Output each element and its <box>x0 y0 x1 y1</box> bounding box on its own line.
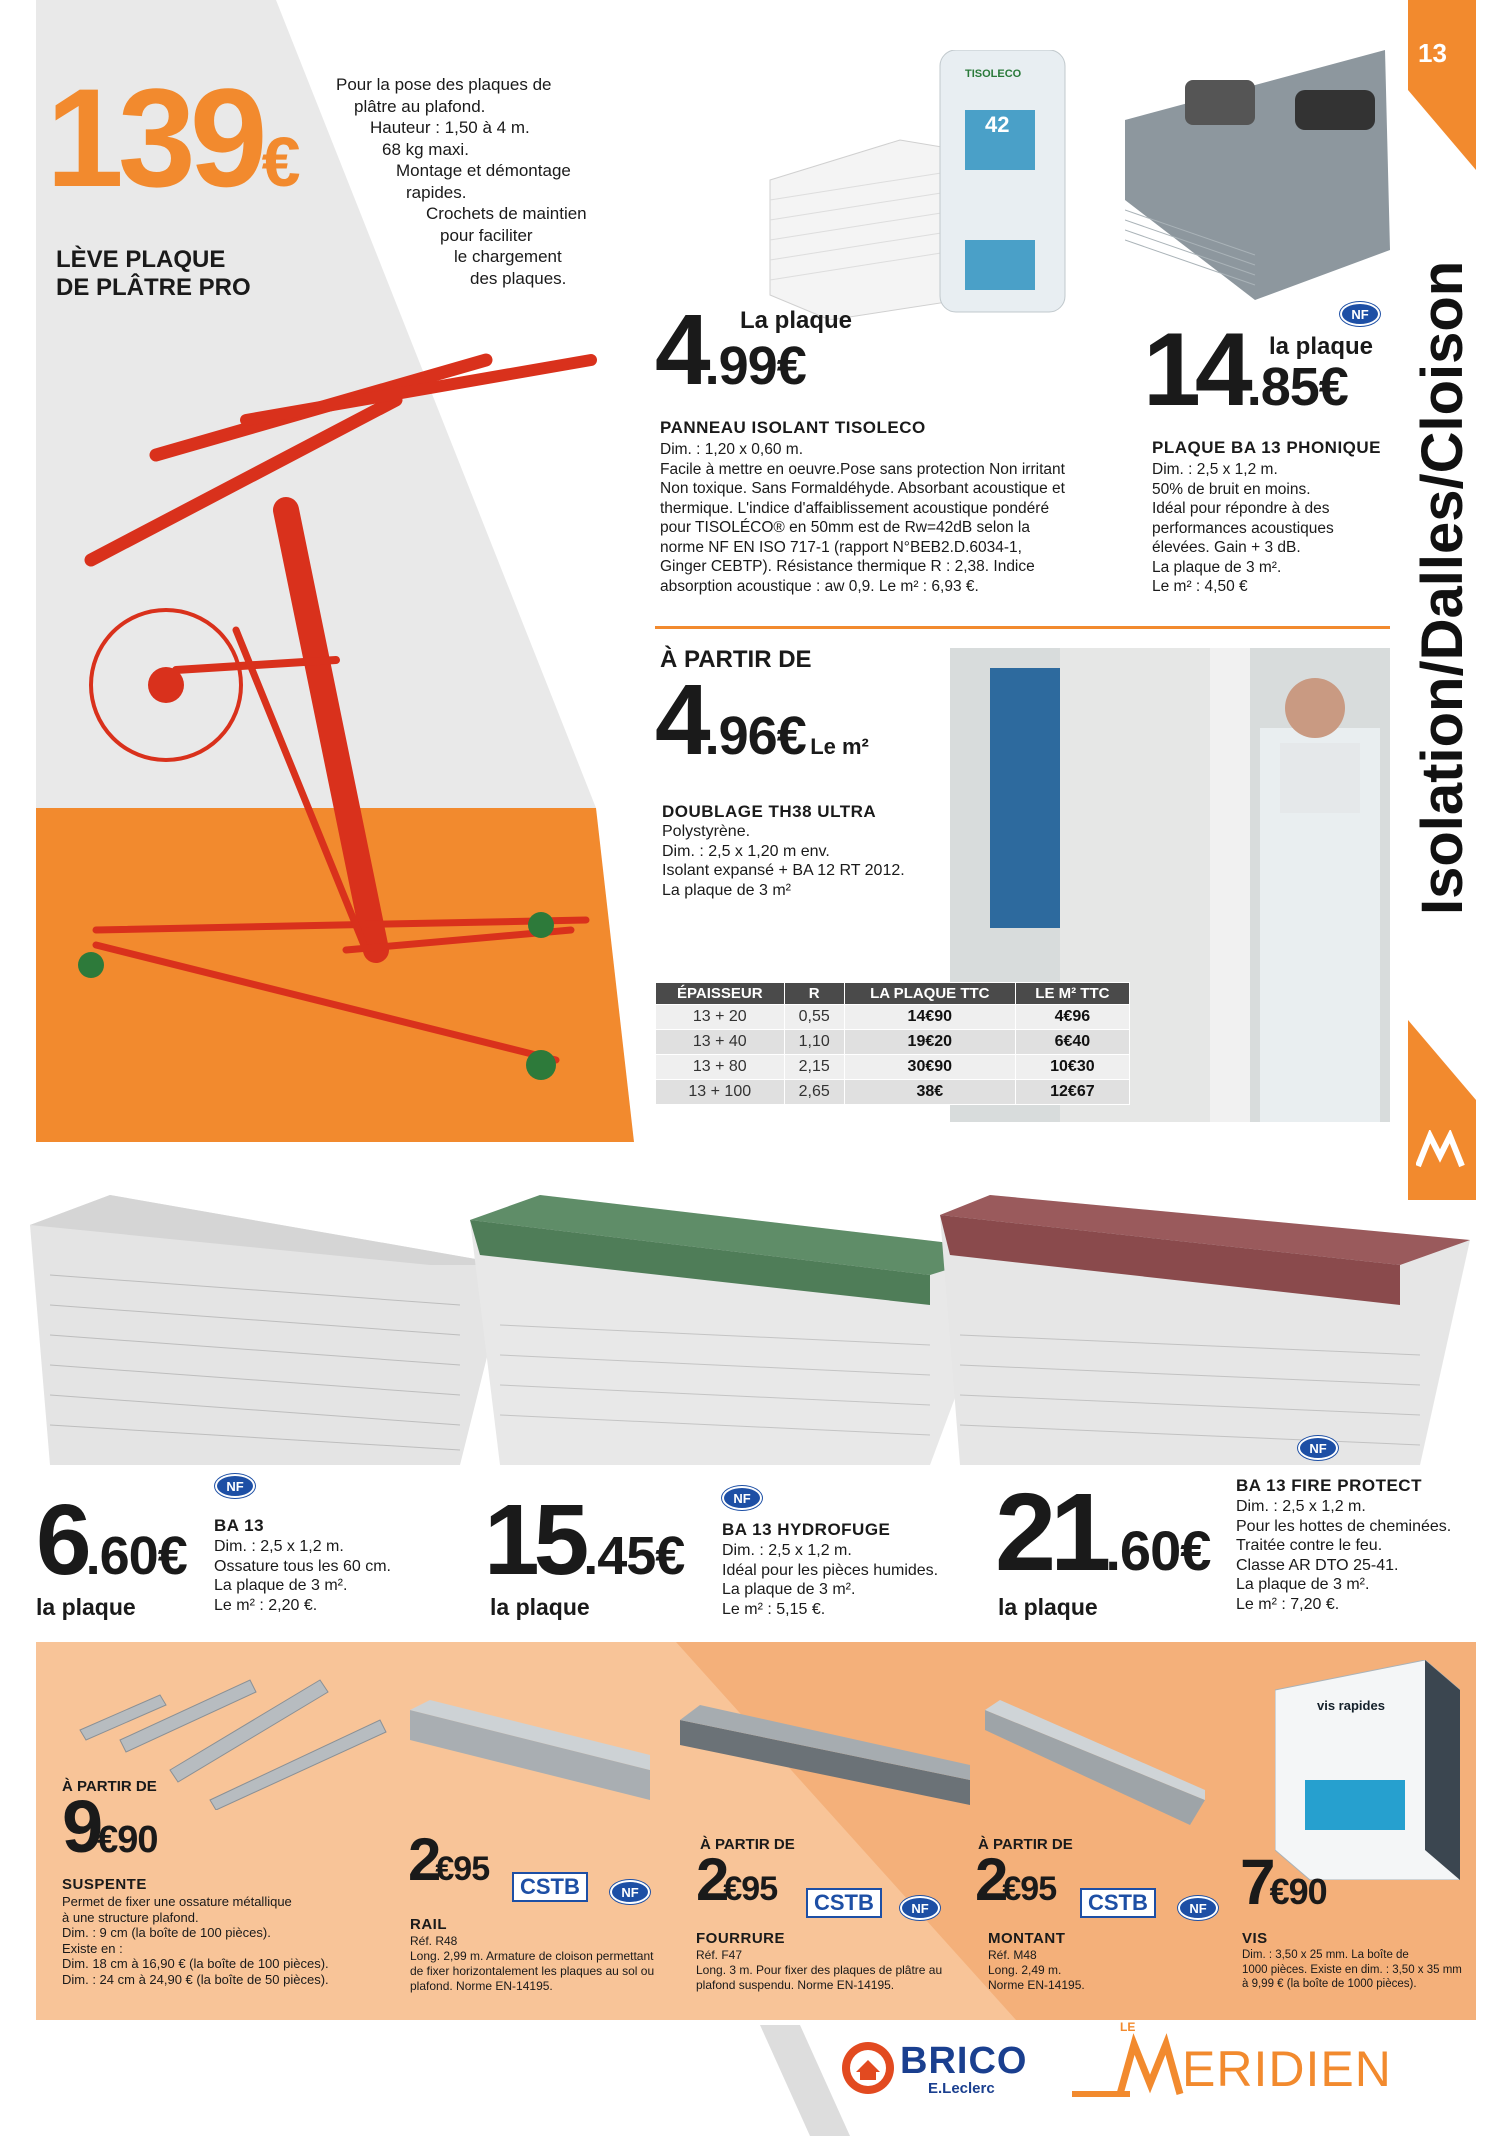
table-row <box>656 1005 1130 1030</box>
montant-name: MONTANT <box>988 1930 1066 1947</box>
suspente-price: 9€90 <box>62 1785 158 1868</box>
page-number: 13 <box>1418 38 1447 68</box>
montant-description: Réf. M48 Long. 2,49 m. Norme EN-14195. <box>988 1948 1085 1992</box>
vis-description: Dim. : 3,50 x 25 mm. La boîte de 1000 pièces. Existe en dim. : 3,50 x 35 mm à 9,99 € (la boîte de 1000 pièces). <box>1242 1949 1462 1990</box>
meridien-le-text: LE <box>1120 2020 1136 2034</box>
table-header: R <box>784 983 844 1005</box>
table-cell: 13 + 80 <box>656 1055 785 1080</box>
table-header: LA PLAQUE TTC <box>844 983 1015 1005</box>
phonique-image <box>1125 50 1390 300</box>
table-cell: 1,10 <box>784 1030 844 1055</box>
tisoleco-per: La plaque <box>740 307 853 334</box>
table-row <box>656 1030 1130 1055</box>
rail-cstb-badge: CSTB <box>512 1872 588 1902</box>
ba13-price: 6.60€ <box>36 1484 187 1596</box>
suspente-from: À PARTIR DE <box>62 1778 157 1795</box>
doublage-price: 4.96€ Le m² <box>655 664 869 776</box>
orange-divider <box>655 626 1390 629</box>
fourrure-price: 2€95 <box>696 1846 778 1913</box>
fire-description: Dim. : 2,5 x 1,2 m. Pour les hottes de cheminées. Traitée contre le feu. Classe AR DTO 25-41. La plaque de 3 m². Le m² : 7,20 €. <box>1236 1498 1452 1613</box>
doublage-name: DOUBLAGE TH38 ULTRA <box>662 802 877 821</box>
suspente-description: Permet de fixer une ossature métallique à une structure plafond. Dim. : 9 cm (la boîte de 100 pièces). Existe en : Dim. 18 cm à 16,90 € (la boîte de 100 pièces). Dim. : 24 cm à 24,90 € (la boîte de 50 pièces). <box>62 1894 329 1987</box>
section-title: Isolation/Dalles/Cloison <box>1410 260 1475 915</box>
table-cell: 38€ <box>844 1080 1015 1105</box>
table-header: ÉPAISSEUR <box>656 983 785 1005</box>
meridien-m-icon <box>1070 2030 1190 2110</box>
rail-image <box>410 1700 650 1820</box>
leve-plaque-description: Pour la pose des plaques de plâtre au plafond. Hauteur : 1,50 à 4 m. 68 kg maxi. Montage et démontage rapides. Crochets de maintien pour faciliter le chargement des plaques. <box>336 75 587 288</box>
tisoleco-price: La plaque 4.99€ <box>655 294 853 406</box>
fourrure-nf-badge: NF <box>900 1896 940 1920</box>
fire-per: la plaque <box>998 1594 1098 1620</box>
meridien-small-logo-icon <box>1416 1130 1466 1170</box>
fire-price: 21.60€ <box>995 1471 1211 1594</box>
table-cell: 13 + 100 <box>656 1080 785 1105</box>
doublage-table <box>655 982 1130 1105</box>
table-cell: 2,15 <box>784 1055 844 1080</box>
table-header-row <box>656 983 1130 1005</box>
meridien-logo <box>1070 2020 1410 2100</box>
doublage-description: Polystyrène. Dim. : 2,5 x 1,20 m env. Isolant expansé + BA 12 RT 2012. La plaque de 3 m² <box>662 823 905 899</box>
vis-box-label: vis rapides <box>1317 1698 1385 1713</box>
hydro-price: 15.45€ <box>484 1484 685 1596</box>
rail-name: RAIL <box>410 1916 447 1933</box>
brico-house-icon <box>840 2040 896 2096</box>
table-cell: 10€30 <box>1015 1055 1129 1080</box>
rail-description: Réf. R48 Long. 2,99 m. Armature de cloison permettant de fixer horizontalement les plaques au sol ou plafond. Norme EN-14195. <box>410 1934 655 1993</box>
montant-image <box>985 1700 1205 1830</box>
fire-nf-badge: NF <box>1298 1436 1338 1460</box>
phonique-price: la plaque 14.85€ <box>1143 312 1374 428</box>
leve-plaque-panel <box>36 0 634 1142</box>
tisoleco-pack-number: 42 <box>985 112 1010 137</box>
ba13-description: Dim. : 2,5 x 1,2 m. Ossature tous les 60 cm. La plaque de 3 m². Le m² : 2,20 €. <box>214 1538 391 1614</box>
fourrure-name: FOURRURE <box>696 1930 785 1947</box>
section-sidebar <box>1408 0 1476 1200</box>
tisoleco-name: PANNEAU ISOLANT TISOLECO <box>660 418 926 437</box>
table-cell: 2,65 <box>784 1080 844 1105</box>
ba13-per: la plaque <box>36 1594 136 1620</box>
table-cell: 13 + 40 <box>656 1030 785 1055</box>
montant-cstb-badge: CSTB <box>1080 1888 1156 1918</box>
hydro-name: BA 13 HYDROFUGE <box>722 1520 891 1539</box>
vis-name: VIS <box>1242 1930 1268 1947</box>
table-cell: 13 + 20 <box>656 1005 785 1030</box>
phonique-name: PLAQUE BA 13 PHONIQUE <box>1152 438 1382 457</box>
rail-nf-badge: NF <box>610 1880 650 1904</box>
brico-leclerc-logo <box>840 2040 1060 2100</box>
leclerc-text: E.Leclerc <box>928 2080 995 2097</box>
leve-plaque-price: 139€ <box>46 59 301 216</box>
phonique-nf-badge: NF <box>1340 302 1380 326</box>
table-cell: 12€67 <box>1015 1080 1129 1105</box>
vis-price: 7€90 <box>1240 1846 1327 1918</box>
suspente-name: SUSPENTE <box>62 1876 147 1893</box>
phonique-per: la plaque <box>1269 333 1374 360</box>
vis-box-image <box>1275 1660 1460 1880</box>
table-cell: 0,55 <box>784 1005 844 1030</box>
phonique-description: Dim. : 2,5 x 1,2 m. 50% de bruit en moins. Idéal pour répondre à des performances acoustiques élevées. Gain + 3 dB. La plaque de 3 m². Le m² : 4,50 € <box>1152 461 1334 595</box>
table-cell: 4€96 <box>1015 1005 1129 1030</box>
ba13-name: BA 13 <box>214 1516 265 1535</box>
table-cell: 14€90 <box>844 1005 1015 1030</box>
fourrure-image <box>680 1700 970 1810</box>
hydro-nf-badge: NF <box>722 1486 762 1510</box>
montant-nf-badge: NF <box>1178 1896 1218 1920</box>
montant-from: À PARTIR DE <box>978 1836 1073 1853</box>
table-cell: 30€90 <box>844 1055 1015 1080</box>
fire-name: BA 13 FIRE PROTECT <box>1236 1476 1422 1495</box>
hydro-description: Dim. : 2,5 x 1,2 m. Idéal pour les pièces humides. La plaque de 3 m². Le m² : 5,15 €. <box>722 1542 939 1618</box>
ba13-nf-badge: NF <box>215 1474 255 1498</box>
fourrure-description: Réf. F47 Long. 3 m. Pour fixer des plaques de plâtre au plafond suspendu. Norme EN-14195. <box>696 1948 943 1992</box>
fourrure-cstb-badge: CSTB <box>806 1888 882 1918</box>
leve-plaque-name: LÈVE PLAQUE DE PLÂTRE PRO <box>56 246 251 301</box>
hydro-per: la plaque <box>490 1594 590 1620</box>
tisoleco-description: Dim. : 1,20 x 0,60 m. Facile à mettre en oeuvre.Pose sans protection Non irritant Non toxique. Sans Formaldéhyde. Absorbant acoustique et thermique. L'indice d'affaiblissement acoustique pondéré pour TISOLÉCO® en 50mm est de Rw=42dB selon la norme NF EN ISO 717-1 (rapport N°BEB2.D.6034-1, Ginger CEBTP). Résistance thermique R : 2,38. Indice absorption acoustique : aw 0,9. Le m² : 6,93 €. <box>660 441 1065 595</box>
tisoleco-pack-label: TISOLECO <box>965 68 1022 80</box>
rail-price: 2€95 <box>408 1826 490 1893</box>
table-cell: 19€20 <box>844 1030 1015 1055</box>
fourrure-from: À PARTIR DE <box>700 1836 795 1853</box>
doublage-from: À PARTIR DE <box>660 646 812 673</box>
brico-text: BRICO <box>900 2040 1028 2082</box>
tisoleco-image <box>760 50 1080 320</box>
montant-price: 2€95 <box>975 1846 1057 1913</box>
table-cell: 6€40 <box>1015 1030 1129 1055</box>
table-row <box>656 1080 1130 1105</box>
table-header: LE M² TTC <box>1015 983 1129 1005</box>
meridien-text: ERIDIEN <box>1182 2041 1392 2097</box>
plasterboard-stacks-image <box>30 1195 1480 1465</box>
table-row <box>656 1055 1130 1080</box>
